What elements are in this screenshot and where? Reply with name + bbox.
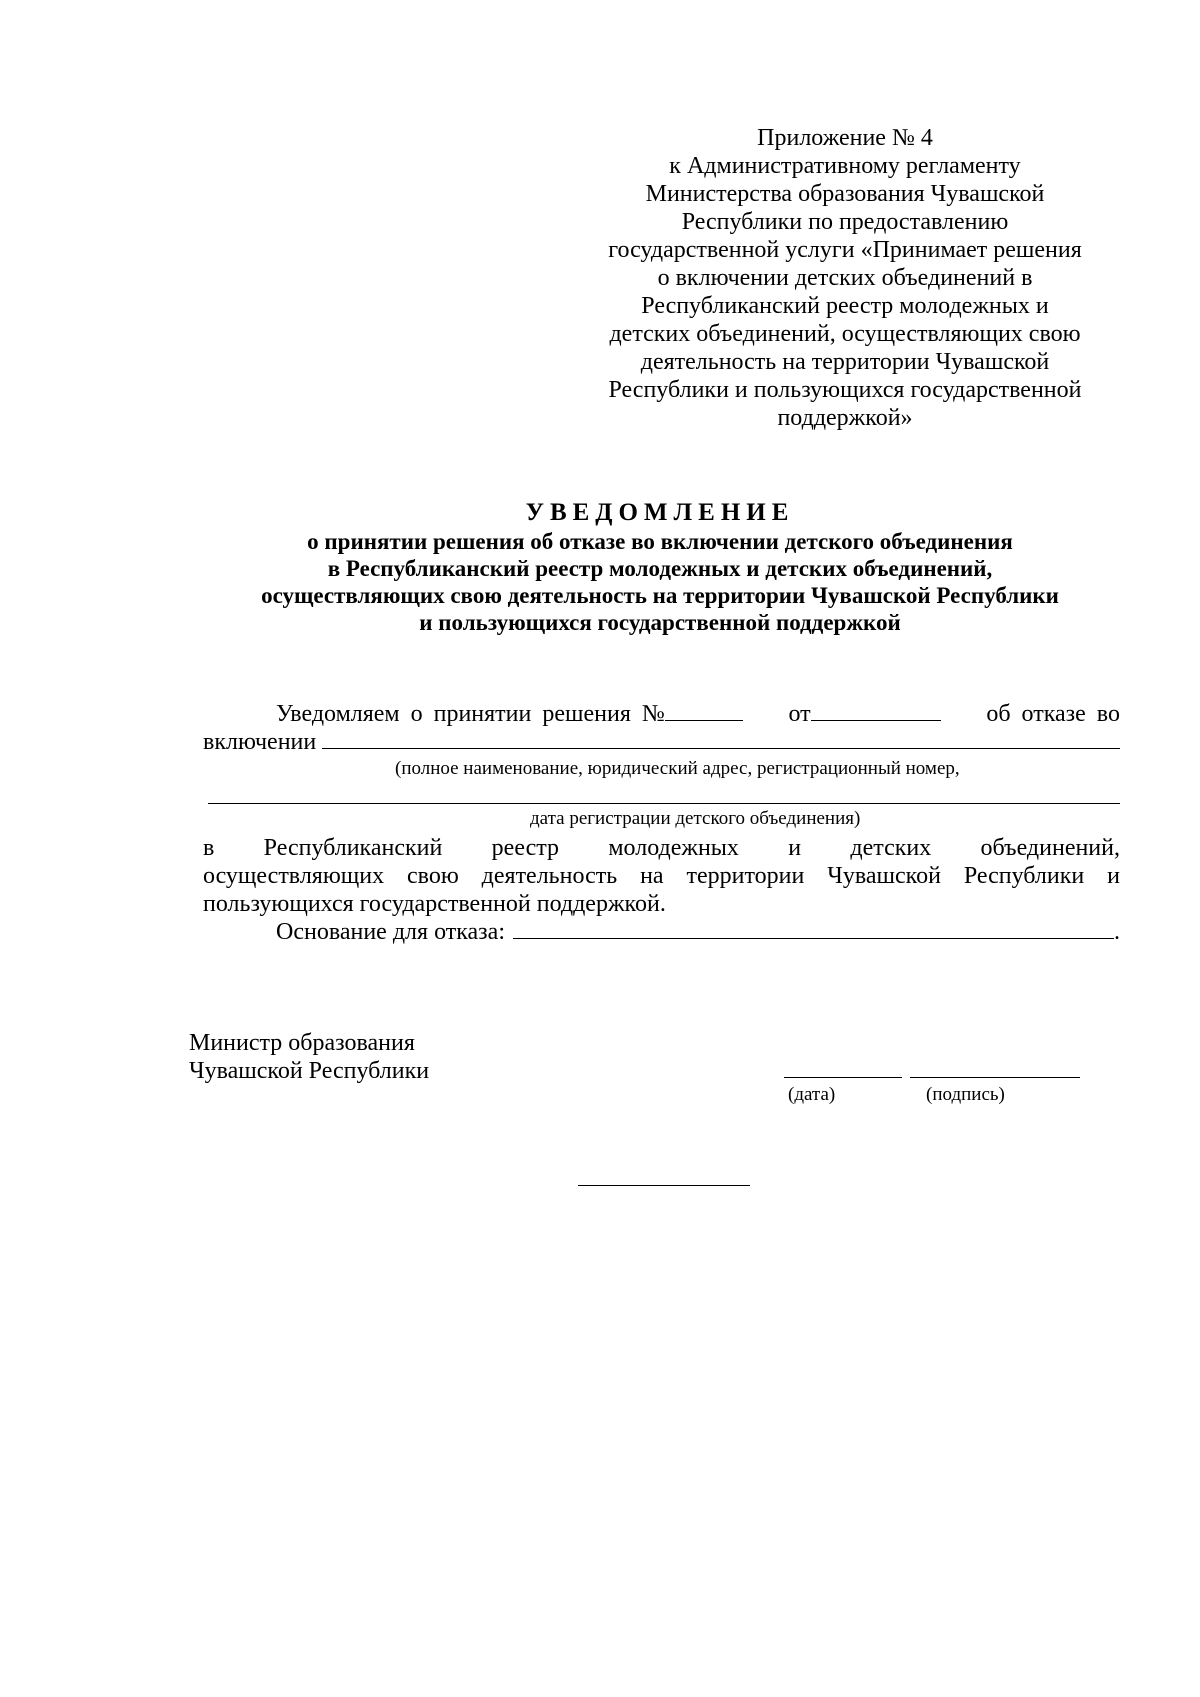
paragraph-1-line-2 <box>203 728 1120 756</box>
notice-subtitle-line: о принятии решения об отказе во включении детского объединения <box>307 529 1013 554</box>
date-signature-blank[interactable] <box>784 1077 902 1078</box>
notice-subtitle-line: осуществляющих свою деятельность на территории Чувашской Республики <box>261 583 1059 608</box>
hint-registration-date: дата регистрации детского объединения) <box>530 808 861 829</box>
paragraph-2-line-3: пользующихся государственной поддержкой. <box>203 891 666 917</box>
paragraph-2-line-1: в Республиканский реестр молодежных и детских объединений, <box>203 835 1120 861</box>
from-text: от <box>788 701 811 727</box>
decision-date-blank[interactable] <box>811 700 941 721</box>
reason-label: Основание для отказа: <box>276 919 505 945</box>
decision-number-blank[interactable] <box>665 700 743 721</box>
notice-subtitle-line: в Республиканский реестр молодежных и детских объединений, <box>327 556 993 581</box>
organization-blank[interactable] <box>322 728 1120 749</box>
appendix-line: деятельность на территории Чувашской <box>640 349 1050 375</box>
appendix-line: поддержкой» <box>777 405 913 431</box>
organization-blank-line-2[interactable] <box>208 803 1120 804</box>
hint-organization: (полное наименование, юридический адрес, регистрационный номер, <box>395 758 960 779</box>
notice-subtitle-line: и пользующихся государственной поддержкой <box>419 610 901 635</box>
date-label: (дата) <box>788 1084 836 1105</box>
appendix-line: к Административному регламенту <box>669 153 1021 179</box>
closing-divider <box>578 1185 750 1186</box>
decision-text: Уведомляем о принятии решения № <box>276 701 665 727</box>
appendix-block <box>560 124 1130 432</box>
appendix-line: государственной услуги «Принимает решения <box>608 237 1082 263</box>
appendix-line: Республиканский реестр молодежных и <box>641 293 1049 319</box>
reason-blank[interactable] <box>513 918 1114 939</box>
paragraph-2-line-2: осуществляющих свою деятельность на территории Чувашской Республики и <box>203 863 1120 889</box>
appendix-line: Республики и пользующихся государственной <box>608 377 1082 403</box>
appendix-line: о включении детских объединений в <box>657 265 1033 291</box>
refusal-text: об отказе во <box>986 701 1120 727</box>
paragraph-1-line-1 <box>276 700 1120 728</box>
appendix-line: Министерства образования Чувашской <box>645 181 1045 207</box>
appendix-line: Приложение № 4 <box>757 125 933 151</box>
reason-line <box>276 918 1120 946</box>
reason-period: . <box>1114 919 1120 945</box>
signature-label: (подпись) <box>926 1084 1005 1105</box>
signature-blank[interactable] <box>910 1077 1080 1078</box>
inclusion-text: включении <box>203 729 317 755</box>
position-line-1: Министр образования <box>189 1030 415 1056</box>
notice-title-block <box>0 498 1200 636</box>
appendix-line: Республики по предоставлению <box>681 209 1009 235</box>
notice-heading: УВЕДОМЛЕНИЕ <box>525 499 795 526</box>
appendix-line: детских объединений, осуществляющих свою <box>609 321 1081 347</box>
position-line-2: Чувашской Республики <box>189 1058 430 1084</box>
